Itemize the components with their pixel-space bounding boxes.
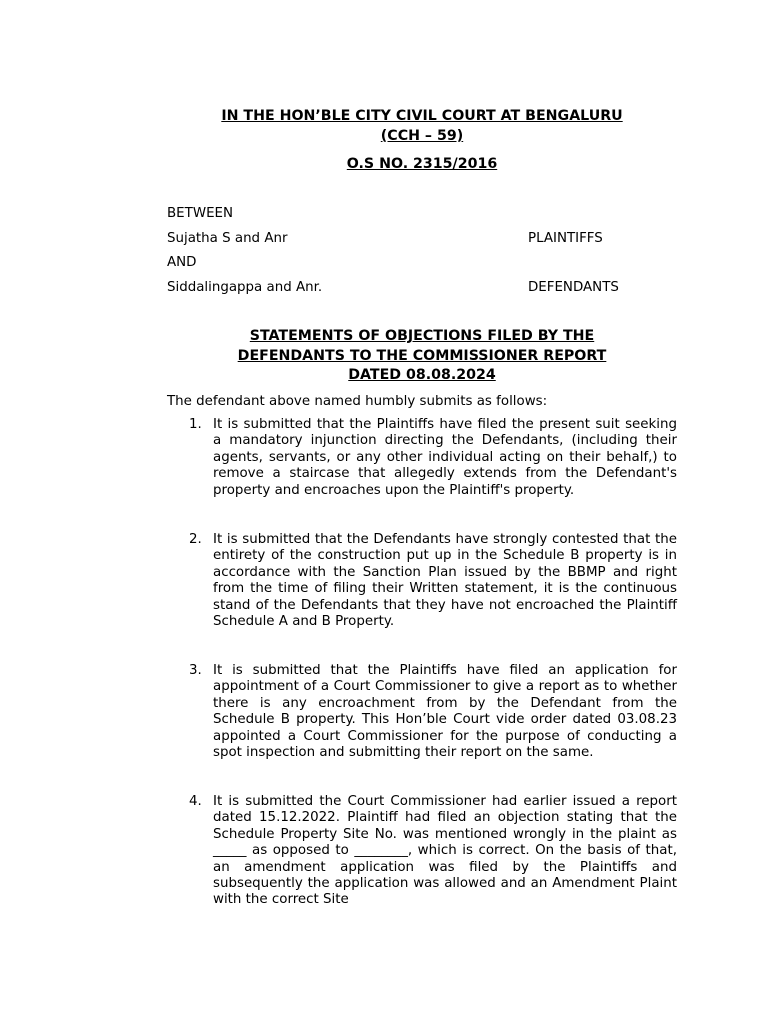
defendant-role: DEFENDANTS: [528, 280, 619, 295]
paragraph-2: [189, 532, 677, 630]
paragraph-3: [189, 663, 677, 761]
objection-heading-line-3: DATED 08.08.2024: [348, 367, 496, 383]
objection-heading-line-1: STATEMENTS OF OBJECTIONS FILED BY THE: [249, 328, 595, 344]
paragraph-text: It is submitted that the Plaintiffs have filed the present suit seeking a mandatory injunction directing the Defendants, (including their agents, servants, or any other individual acting on their behalf,) to remove a staircase that allegedly extends from the Defendant's property and encroaches upon the Plaintiff's property.: [213, 417, 677, 498]
paragraph-text: It is submitted the Court Commissioner had earlier issued a report dated 15.12.2022. Plaintiff had filed an objection stating that the Schedule Property Site No. was mentioned wrongly in the plaint as _____ as opposed to ________, which is correct. On the basis of that, an amendment application was filed by the Plaintiffs and subsequently the application was allowed and an Amendment Plaint with the correct Site: [213, 794, 677, 908]
paragraph-text: It is submitted that the Plaintiffs have filed an application for appointment of a Court Commissioner to give a report as to whether there is any encroachment from by the Defendant from the Schedule B property. This Hon’ble Court vide order dated 03.08.23 appointed a Court Commissioner for the purpose of conducting a spot inspection and submitting their report on the same.: [213, 663, 677, 761]
defendant-name: Siddalingappa and Anr.: [167, 280, 323, 295]
court-hall: (CCH – 59): [380, 128, 464, 144]
court-name: IN THE HON’BLE CITY CIVIL COURT AT BENGALURU: [221, 108, 623, 124]
plaintiff-name: Sujatha S and Anr: [167, 231, 288, 246]
paragraph-number: 4.: [189, 794, 202, 809]
objection-heading-line-2: DEFENDANTS TO THE COMMISSIONER REPORT: [237, 348, 607, 364]
paragraph-1: [189, 417, 677, 499]
case-number: O.S NO. 2315/2016: [346, 156, 498, 172]
intro-text: The defendant above named humbly submits as follows:: [167, 394, 548, 409]
plaintiff-role: PLAINTIFFS: [528, 231, 603, 246]
and-label: AND: [167, 255, 197, 270]
paragraph-4: [189, 794, 677, 909]
paragraph-number: 1.: [189, 417, 202, 432]
paragraph-number: 2.: [189, 532, 202, 547]
paragraph-text: It is submitted that the Defendants have strongly contested that the entirety of the construction put up in the Schedule B property is in accordance with the Sanction Plan issued by the BBMP and right from the time of filing their Written statement, it is the continuous stand of the Defendants that they have not encroached the Plaintiff Schedule A and B Property.: [213, 532, 677, 630]
paragraph-number: 3.: [189, 663, 202, 678]
between-label: BETWEEN: [167, 206, 234, 221]
